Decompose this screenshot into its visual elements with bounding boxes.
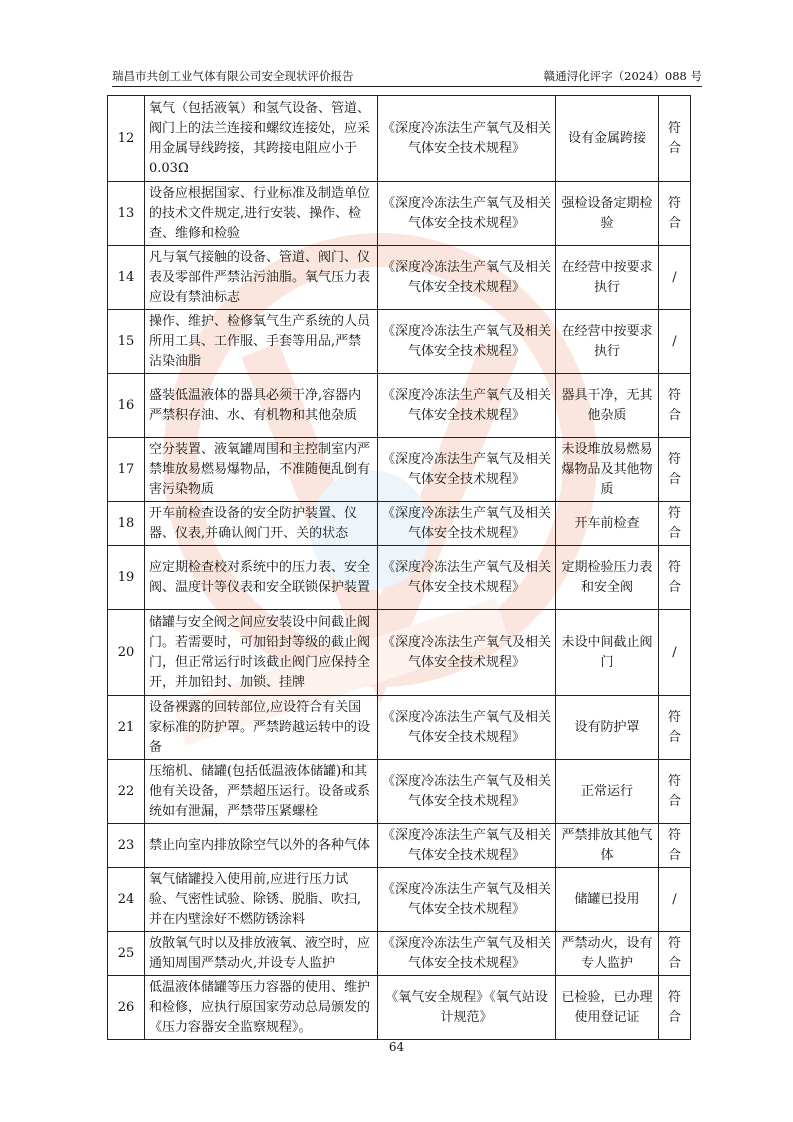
table-row <box>108 96 691 182</box>
table-row <box>108 868 691 932</box>
table-row <box>108 932 691 976</box>
result-text: 符合 <box>659 932 691 976</box>
basis-text: 《深度冷冻法生产氧气及相关气体安全技术规程》 <box>378 696 556 760</box>
result-text: 符合 <box>659 438 691 502</box>
requirement-text: 操作、维护、检修氧气生产系统的人员所用工具、工作服、手套等用品,严禁沾染油脂 <box>145 310 378 374</box>
status-text: 已检验，已办理使用登记证 <box>556 976 659 1040</box>
requirement-text: 储罐与安全阀之间应安装设中间截止阀门。若需要时，可加铅封等级的截止阀门，但正常运行时该截止阀门应保持全开，并加铅封、加锁、挂牌 <box>145 610 378 696</box>
status-text: 在经营中按要求执行 <box>556 310 659 374</box>
status-text: 强检设备定期检验 <box>556 182 659 246</box>
status-text: 定期检验压力表和安全阀 <box>556 546 659 610</box>
status-text: 开车前检查 <box>556 502 659 546</box>
result-text: 符合 <box>659 96 691 182</box>
status-text: 在经营中按要求执行 <box>556 246 659 310</box>
table-row <box>108 760 691 824</box>
result-text: 符合 <box>659 546 691 610</box>
row-number: 20 <box>108 610 145 696</box>
row-number: 16 <box>108 374 145 438</box>
table-row <box>108 824 691 868</box>
status-text: 严禁动火，设有专人监护 <box>556 932 659 976</box>
result-text: 符合 <box>659 760 691 824</box>
page-header <box>112 68 702 87</box>
document-number: 赣通浔化评字（2024）088 号 <box>543 69 702 83</box>
basis-text: 《深度冷冻法生产氧气及相关气体安全技术规程》 <box>378 96 556 182</box>
status-text: 储罐已投用 <box>556 868 659 932</box>
basis-text: 《氧气安全规程》《氧气站设计规范》 <box>378 976 556 1040</box>
result-text: / <box>659 246 691 310</box>
row-number: 12 <box>108 96 145 182</box>
result-text: 符合 <box>659 976 691 1040</box>
basis-text: 《深度冷冻法生产氧气及相关气体安全技术规程》 <box>378 374 556 438</box>
row-number: 21 <box>108 696 145 760</box>
basis-text: 《深度冷冻法生产氧气及相关气体安全技术规程》 <box>378 246 556 310</box>
result-text: / <box>659 868 691 932</box>
requirement-text: 禁止向室内排放除空气以外的各种气体 <box>145 824 378 868</box>
status-text: 设有防护罩 <box>556 696 659 760</box>
requirement-text: 氧气储罐投入使用前,应进行压力试验、气密性试验、除锈、脱脂、吹扫,并在内壁涂好不燃防锈涂料 <box>145 868 378 932</box>
table-row <box>108 696 691 760</box>
requirement-text: 应定期检查校对系统中的压力表、安全阀、温度计等仪表和安全联锁保护装置 <box>145 546 378 610</box>
requirement-text: 压缩机、储罐(包括低温液体储罐)和其他有关设备，严禁超压运行。设备或系统如有泄漏，严禁带压紧螺栓 <box>145 760 378 824</box>
status-text: 未设中间截止阀门 <box>556 610 659 696</box>
basis-text: 《深度冷冻法生产氧气及相关气体安全技术规程》 <box>378 868 556 932</box>
requirement-text: 氧气（包括液氧）和氢气设备、管道、阀门上的法兰连接和螺纹连接处，应采用金属导线跨接，其跨接电阻应小于 0.03Ω <box>145 96 378 182</box>
row-number: 18 <box>108 502 145 546</box>
table-row <box>108 374 691 438</box>
basis-text: 《深度冷冻法生产氧气及相关气体安全技术规程》 <box>378 760 556 824</box>
row-number: 23 <box>108 824 145 868</box>
basis-text: 《深度冷冻法生产氧气及相关气体安全技术规程》 <box>378 438 556 502</box>
row-number: 17 <box>108 438 145 502</box>
status-text: 未设堆放易燃易爆物品及其他物质 <box>556 438 659 502</box>
report-title: 瑞昌市共创工业气体有限公司安全现状评价报告 <box>112 69 354 83</box>
requirement-text: 凡与氧气接触的设备、管道、阀门、仪表及零部件严禁沾污油脂。氧气压力表应设有禁油标志 <box>145 246 378 310</box>
row-number: 13 <box>108 182 145 246</box>
table-row <box>108 438 691 502</box>
status-text: 正常运行 <box>556 760 659 824</box>
status-text: 严禁排放其他气体 <box>556 824 659 868</box>
table-row <box>108 182 691 246</box>
row-number: 14 <box>108 246 145 310</box>
requirement-text: 空分装置、液氧罐周围和主控制室内严禁堆放易燃易爆物品，不准随便乱倒有害污染物质 <box>145 438 378 502</box>
requirement-text: 盛装低温液体的器具必须干净,容器内严禁积存油、水、有机物和其他杂质 <box>145 374 378 438</box>
basis-text: 《深度冷冻法生产氧气及相关气体安全技术规程》 <box>378 932 556 976</box>
requirement-text: 设备裸露的回转部位,应设符合有关国家标准的防护罩。严禁跨越运转中的设备 <box>145 696 378 760</box>
table-row <box>108 502 691 546</box>
row-number: 25 <box>108 932 145 976</box>
basis-text: 《深度冷冻法生产氧气及相关气体安全技术规程》 <box>378 546 556 610</box>
basis-text: 《深度冷冻法生产氧气及相关气体安全技术规程》 <box>378 310 556 374</box>
row-number: 19 <box>108 546 145 610</box>
table-row <box>108 310 691 374</box>
row-number: 24 <box>108 868 145 932</box>
requirement-text: 开车前检查设备的安全防护装置、仪器、仪表,并确认阀门开、关的状态 <box>145 502 378 546</box>
result-text: 符合 <box>659 696 691 760</box>
basis-text: 《深度冷冻法生产氧气及相关气体安全技术规程》 <box>378 502 556 546</box>
requirements-table <box>107 95 691 1040</box>
status-text: 器具干净，无其他杂质 <box>556 374 659 438</box>
table-row <box>108 976 691 1040</box>
row-number: 26 <box>108 976 145 1040</box>
page-number: 64 <box>388 1040 405 1054</box>
row-number: 15 <box>108 310 145 374</box>
result-text: 符合 <box>659 374 691 438</box>
table-row <box>108 610 691 696</box>
row-number: 22 <box>108 760 145 824</box>
result-text: / <box>659 310 691 374</box>
table-row <box>108 546 691 610</box>
basis-text: 《深度冷冻法生产氧气及相关气体安全技术规程》 <box>378 610 556 696</box>
requirement-text: 设备应根据国家、行业标准及制造单位的技术文件规定,进行安装、操作、检查、维修和检验 <box>145 182 378 246</box>
result-text: / <box>659 610 691 696</box>
basis-text: 《深度冷冻法生产氧气及相关气体安全技术规程》 <box>378 824 556 868</box>
requirement-text: 低温液体储罐等压力容器的使用、维护和检修，应执行原国家劳动总局颁发的《压力容器安全监察规程》。 <box>145 976 378 1040</box>
table-row <box>108 246 691 310</box>
result-text: 符合 <box>659 182 691 246</box>
status-text: 设有金属跨接 <box>556 96 659 182</box>
result-text: 符合 <box>659 502 691 546</box>
requirement-text: 放散氧气时以及排放液氧、液空时，应通知周围严禁动火,并设专人监护 <box>145 932 378 976</box>
result-text: 符合 <box>659 824 691 868</box>
basis-text: 《深度冷冻法生产氧气及相关气体安全技术规程》 <box>378 182 556 246</box>
